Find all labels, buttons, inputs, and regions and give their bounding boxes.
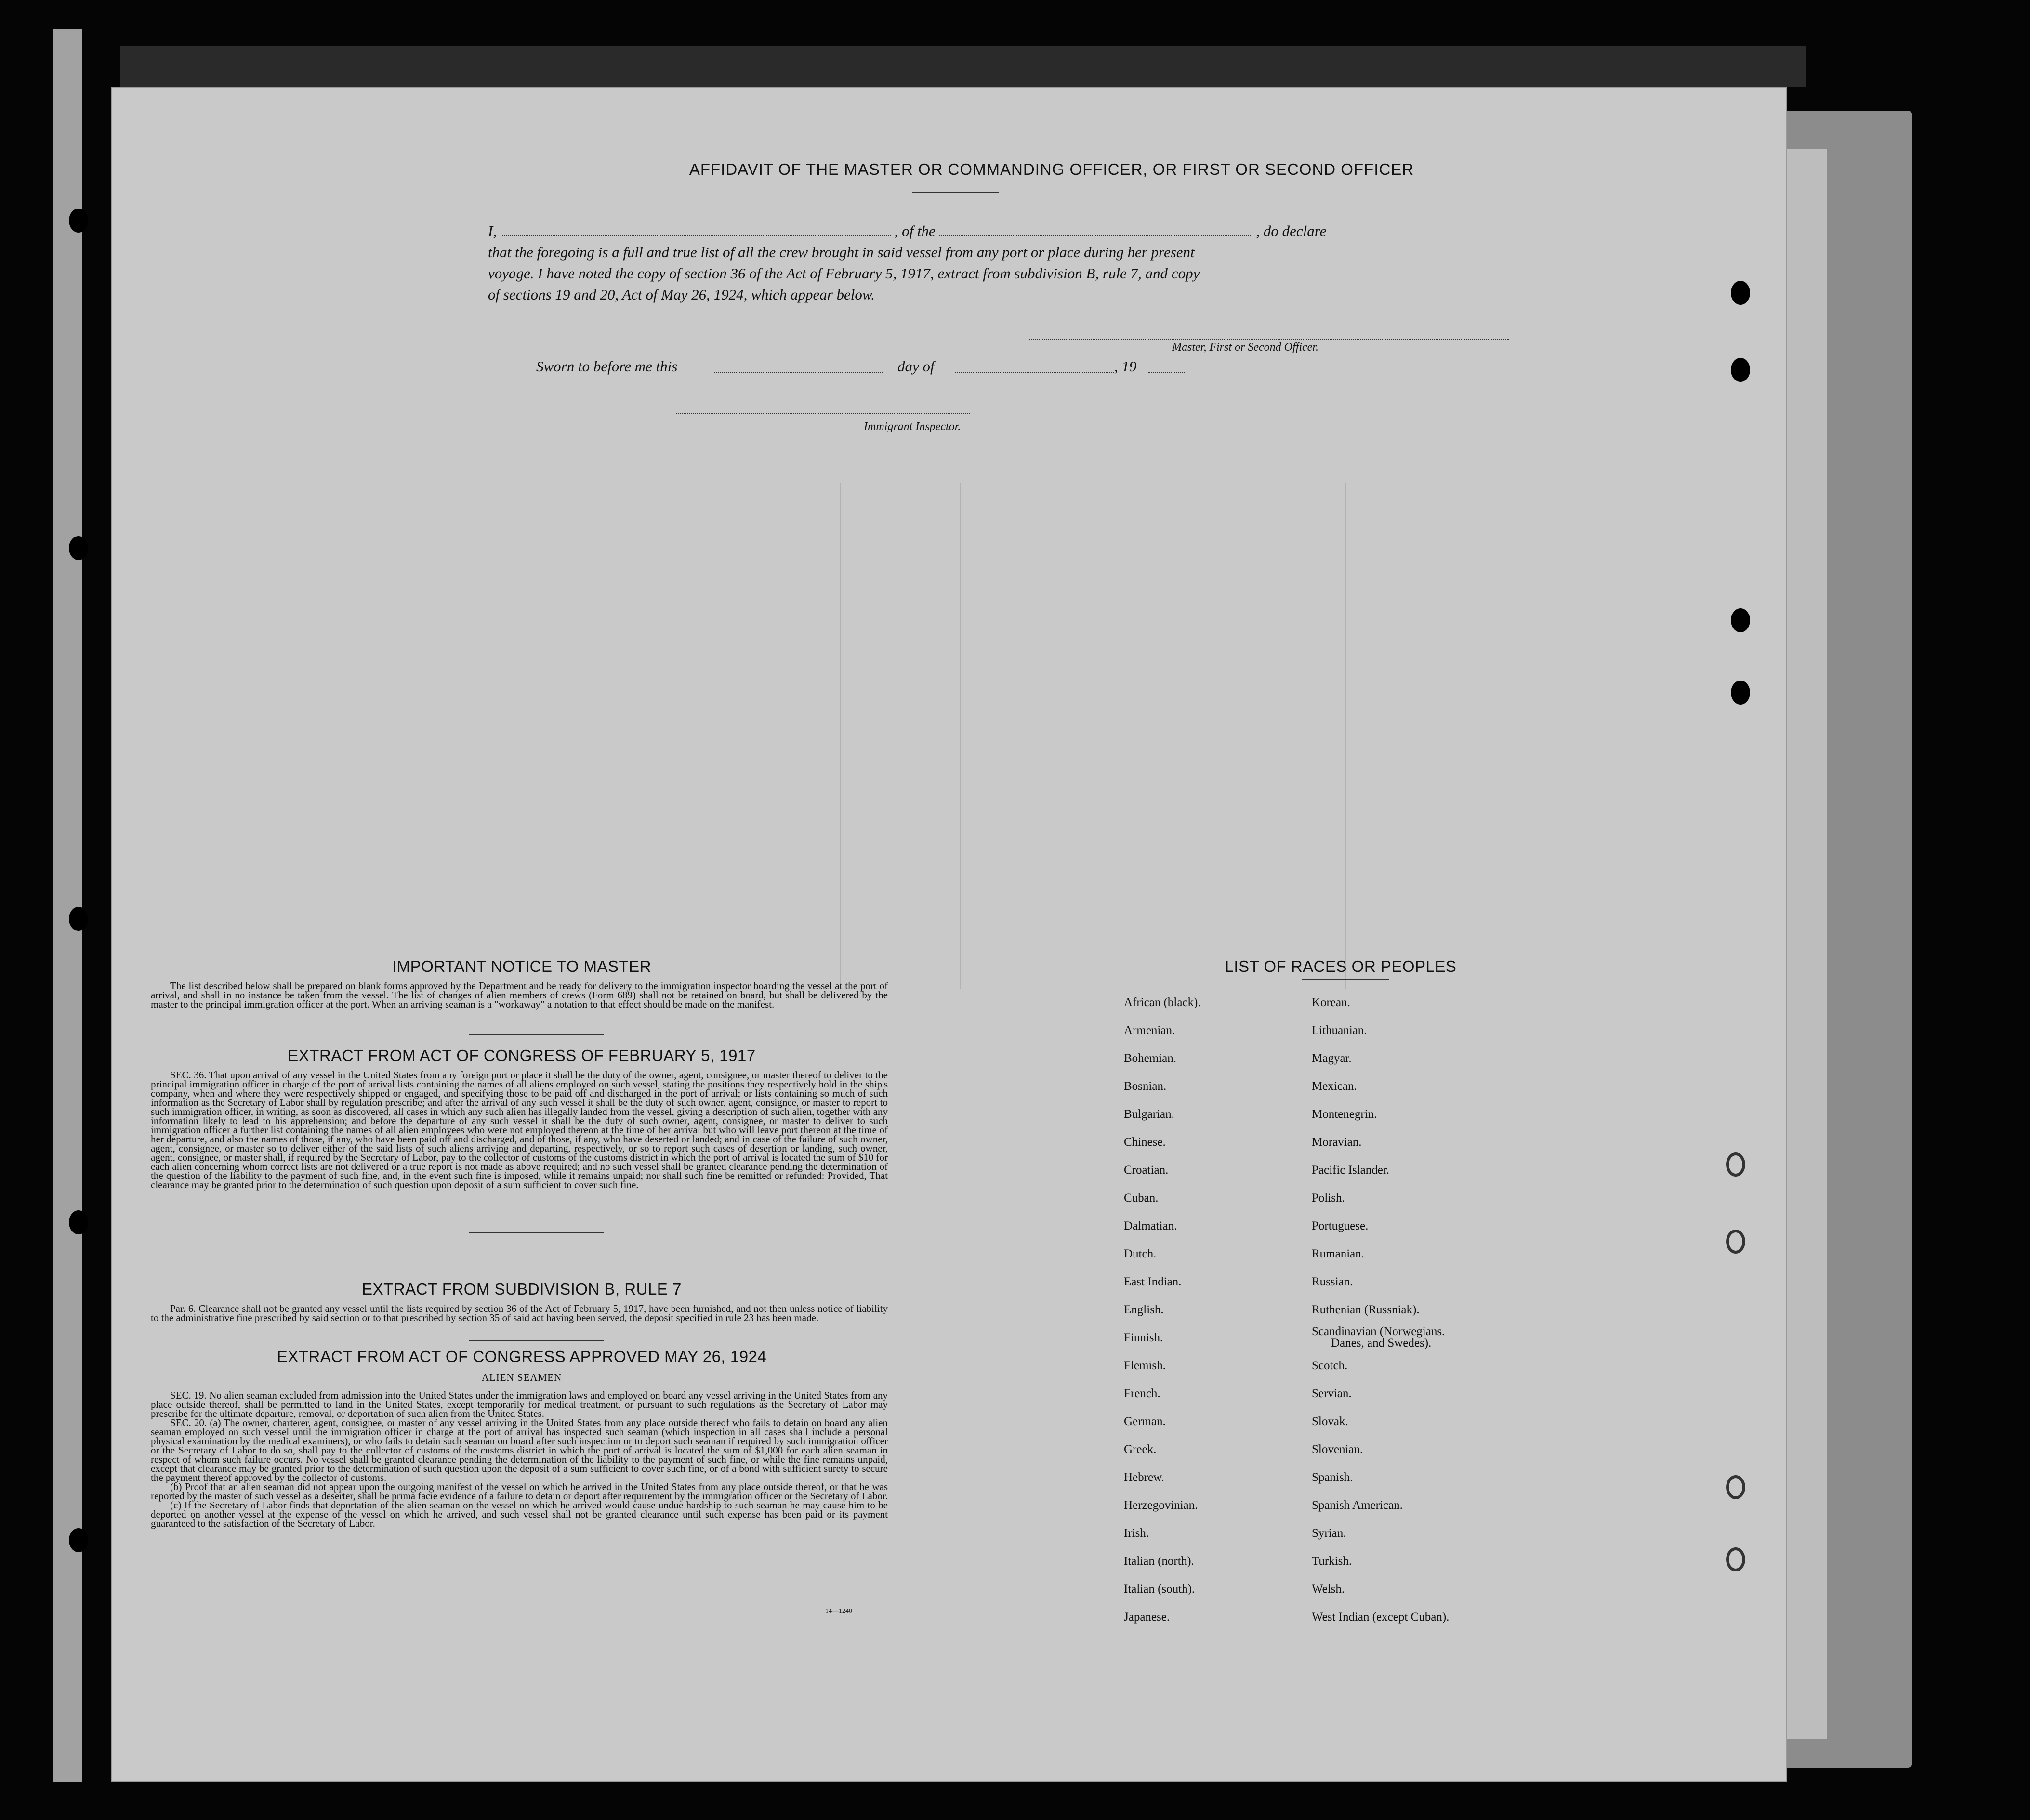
- sworn-label: Sworn to before me this: [536, 358, 678, 375]
- race-label: Cuban.: [1124, 1192, 1159, 1205]
- race-label: Dalmatian.: [1124, 1219, 1177, 1232]
- race-item: [1124, 1408, 1201, 1436]
- race-label: German.: [1124, 1415, 1166, 1428]
- race-item: [1124, 1603, 1201, 1631]
- race-item: [1312, 1547, 1449, 1575]
- alien-seamen-subtitle: ALIEN SEAMEN: [481, 1372, 562, 1383]
- sworn-year-field[interactable]: [1148, 372, 1186, 373]
- extract-1917-title: EXTRACT FROM ACT OF CONGRESS OF FEBRUARY 5, 1917: [288, 1047, 756, 1064]
- binder-hole: [69, 1210, 88, 1234]
- vessel-name-field[interactable]: [939, 224, 1252, 236]
- race-item: [1312, 1352, 1449, 1380]
- races-column-1: [1124, 989, 1201, 1631]
- race-label: Russian.: [1312, 1275, 1353, 1288]
- binder-hole: [1731, 681, 1750, 705]
- race-label: Dutch.: [1124, 1247, 1157, 1260]
- affidavit-i-label: I,: [488, 223, 497, 239]
- affidavit-of-the: , of the: [894, 223, 936, 239]
- race-item: [1312, 1017, 1449, 1045]
- race-item: [1124, 1519, 1201, 1547]
- race-item: [1312, 1212, 1449, 1240]
- affidavit-do-declare: , do declare: [1256, 223, 1327, 239]
- notice-text: [151, 982, 888, 1009]
- race-label: Croatian.: [1124, 1164, 1169, 1177]
- race-label: Scandinavian (Norwegians.: [1312, 1325, 1445, 1338]
- inspector-caption: Immigrant Inspector.: [864, 420, 961, 433]
- race-item: [1124, 1492, 1201, 1519]
- race-label: Syrian.: [1312, 1527, 1346, 1540]
- race-item: [1124, 1128, 1201, 1156]
- rule-7-title: EXTRACT FROM SUBDIVISION B, RULE 7: [362, 1280, 682, 1298]
- binder-hole: [69, 1528, 88, 1552]
- affidavit-line-4: of sections 19 and 20, Act of May 26, 1924, which appear below.: [488, 286, 875, 303]
- race-item: [1312, 1240, 1449, 1268]
- race-label: Welsh.: [1312, 1583, 1345, 1596]
- race-label: Japanese.: [1124, 1611, 1170, 1624]
- race-label: Italian (south).: [1124, 1583, 1195, 1596]
- race-item: [1312, 1296, 1449, 1324]
- race-item: [1312, 1436, 1449, 1464]
- affidavit-page: [111, 87, 1787, 1782]
- race-label: Bosnian.: [1124, 1080, 1167, 1093]
- race-label: Herzegovinian.: [1124, 1499, 1198, 1512]
- left-edge-sheet: [53, 29, 82, 1782]
- signature-line[interactable]: [1028, 339, 1509, 340]
- races-title: LIST OF RACES OR PEOPLES: [1225, 957, 1457, 975]
- section-36-paragraph: SEC. 36. That upon arrival of any vessel in the United States from any foreign port or place it shall be the duty of the owner, agent, consignee, or master thereof to deliver to the principal immigration officer in charge of the port of arrival lists containing the names of all aliens employed on such vessel, stating the positions they respectively hold in the ship's company, when and where they were respectively shipped or engaged, and specifying those to be paid off and discharged in the port of arrival; or lists containing so much of such information as the Secretary of Labor shall by regulation prescribe; and after the arrival of any such vessel it shall be the duty of such owner, agent, consignee, or master to report to such immigration officer, in writing, as soon as discovered, all cases in which any such alien has illegally landed from the vessel, giving a description of such alien, together with any information likely to lead to his apprehension; and before the departure of any such vessel it shall be the duty of such owner, agent, consignee, or master to deliver to such immigration officer a further list containing the names of all alien employees who were not employed thereon at the time of her arrival but who will leave port thereon at the time of her departure, and also the names of those, if any, who have been paid off and discharged, and of those, if any, who have deserted or landed; and in case of the failure of such owner, agent, consignee, or master so to deliver either of the said lists of such aliens arriving and departing, respectively, or so to report such cases of desertion or landing, such owner, agent, consignee, or master shall, if required by the Secretary of Labor, pay to the collector of customs of the customs district in which the port of arrival is located the sum of $10 for each alien concerning whom correct lists are not delivered or a true report is not made as above required; and no such vessel shall be granted clearance pending the determination of the question of the liability to the payment of such fine, and, in the event such fine is imposed, while it remains unpaid; nor shall such fine be remitted or refunded: Provided, That clearance may be granted prior to the determination of such question upon deposit of a sum sufficient to cover such fine.: [151, 1069, 888, 1191]
- notice-paragraph: The list described below shall be prepared on blank forms approved by the Department and be ready for delivery to the immigration inspector boarding the vessel at the port of arrival, and shall in no instance be taken from the vessel. The list of changes of alien members of crews (Form 689) shall not be retained on board, but shall be delivered by the master to the principal immigration officer at the port. When an arriving seaman is a "workaway" a notation to that effect should be made on the manifest.: [151, 980, 888, 1010]
- title-underline: [912, 192, 999, 193]
- sworn-month-field[interactable]: [955, 372, 1114, 373]
- extract-1917-text: [151, 1071, 888, 1190]
- race-label: Montenegrin.: [1312, 1108, 1377, 1121]
- section-20b-paragraph: (b) Proof that an alien seaman did not appear upon the outgoing manifest of the vessel on which he arrived in the United States from any place outside thereof, or that he was reported by the master of such vessel as a deserter, shall be prima facie evidence of a failure to detain or deport after requirement by the immigration officer or the Secretary of Labor.: [151, 1481, 888, 1502]
- race-item: [1124, 1212, 1201, 1240]
- race-label: Greek.: [1124, 1443, 1157, 1456]
- section-divider: [469, 1034, 604, 1035]
- race-item: [1312, 1073, 1449, 1100]
- year-label: , 19: [1114, 358, 1137, 375]
- race-label: Moravian.: [1312, 1136, 1362, 1149]
- race-label: Armenian.: [1124, 1024, 1175, 1037]
- binder-hole: [69, 536, 88, 560]
- race-label: East Indian.: [1124, 1275, 1182, 1288]
- race-item: [1124, 1436, 1201, 1464]
- race-label: Chinese.: [1124, 1136, 1166, 1149]
- race-item: [1312, 1492, 1449, 1519]
- signature-caption: Master, First or Second Officer.: [1172, 341, 1318, 354]
- race-item: [1124, 989, 1201, 1017]
- affidavit-line-3: voyage. I have noted the copy of section 36 of the Act of February 5, 1917, extract from subdivision B, rule 7, and copy: [488, 265, 1200, 282]
- notice-title: IMPORTANT NOTICE TO MASTER: [392, 957, 651, 975]
- section-19-paragraph: SEC. 19. No alien seaman excluded from admission into the United States under the immigration laws and employed on board any vessel arriving in the United States from any place outside thereof, shall be permitted to land in the United States, except temporarily for medical treatment, or pursuant to such regulations as the Secretary of Labor may prescribe for the ultimate departure, removal, or deportation of such alien from the United States.: [151, 1389, 888, 1419]
- race-label: Slovenian.: [1312, 1443, 1363, 1456]
- race-label: Slovak.: [1312, 1415, 1348, 1428]
- race-label: West Indian (except Cuban).: [1312, 1611, 1450, 1624]
- race-item: [1124, 1268, 1201, 1296]
- race-label: Ruthenian (Russniak).: [1312, 1303, 1420, 1316]
- affidavit-line-1: [488, 221, 1548, 242]
- race-label: Hebrew.: [1124, 1471, 1164, 1484]
- race-item: [1124, 1017, 1201, 1045]
- race-item: [1312, 1100, 1449, 1128]
- race-item: [1312, 1324, 1449, 1352]
- race-label: Bohemian.: [1124, 1052, 1177, 1065]
- race-item: [1312, 1184, 1449, 1212]
- affiant-name-field[interactable]: [501, 224, 891, 236]
- races-column-2: [1312, 989, 1449, 1631]
- race-item: [1312, 1380, 1449, 1408]
- race-item: [1124, 1156, 1201, 1184]
- race-label: Magyar.: [1312, 1052, 1352, 1065]
- race-item: [1124, 1324, 1201, 1352]
- races-title-underline: [1302, 979, 1389, 980]
- race-label: Lithuanian.: [1312, 1024, 1367, 1037]
- race-label: Finnish.: [1124, 1331, 1163, 1344]
- binder-hole: [69, 209, 88, 233]
- inspector-signature-line[interactable]: [676, 413, 970, 414]
- extract-1924-title: EXTRACT FROM ACT OF CONGRESS APPROVED MAY 26, 1924: [277, 1348, 767, 1365]
- race-item: [1312, 1156, 1449, 1184]
- rule-7-text: [151, 1304, 888, 1322]
- binder-hole: [69, 907, 88, 931]
- race-label: Rumanian.: [1312, 1247, 1365, 1260]
- race-item: [1124, 1547, 1201, 1575]
- affidavit-line-2: that the foregoing is a full and true list of all the crew brought in said vessel from any port or place during her present: [488, 244, 1195, 261]
- day-of-label: day of: [897, 358, 935, 375]
- race-item: [1124, 1352, 1201, 1380]
- rule-7-paragraph: Par. 6. Clearance shall not be granted any vessel until the lists required by section 36 of the Act of February 5, 1917, have been furnished, and not then unless notice of liability to the administrative fine prescribed by said section or to that prescribed by section 35 of said act having been served, the deposit specified in rule 23 has been made.: [151, 1303, 888, 1323]
- race-item: [1124, 1240, 1201, 1268]
- binder-ring: [1726, 1152, 1745, 1177]
- binder-ring: [1726, 1547, 1745, 1571]
- race-label: African (black).: [1124, 996, 1201, 1009]
- race-item: [1312, 1603, 1449, 1631]
- race-item: [1124, 1073, 1201, 1100]
- section-20c-paragraph: (c) If the Secretary of Labor finds that deportation of the alien seaman on the vessel on which he arrived would cause undue hardship to such seaman he may cause him to be deported on another vessel at the expense of the vessel on which he arrived, and such vessel shall not be granted clearance until such expense has been paid or its payment guaranteed to the satisfaction of the Secretary of Labor.: [151, 1499, 888, 1529]
- race-label: Irish.: [1124, 1527, 1149, 1540]
- page-title: AFFIDAVIT OF THE MASTER OR COMMANDING OFFICER, OR FIRST OR SECOND OFFICER: [689, 160, 1414, 178]
- race-label: Korean.: [1312, 996, 1350, 1009]
- binder-hole: [1731, 281, 1750, 305]
- race-label: Turkish.: [1312, 1555, 1352, 1568]
- race-label: Mexican.: [1312, 1080, 1357, 1093]
- race-item: [1312, 1045, 1449, 1073]
- binder-hole: [1731, 358, 1750, 382]
- race-label-continuation: Danes, and Swedes).: [1331, 1336, 1432, 1349]
- race-item: [1312, 1575, 1449, 1603]
- race-item: [1124, 1380, 1201, 1408]
- binder-hole: [1731, 608, 1750, 632]
- race-label: Scotch.: [1312, 1359, 1348, 1372]
- race-item: [1124, 1575, 1201, 1603]
- race-label: Portuguese.: [1312, 1219, 1369, 1232]
- race-item: [1312, 1519, 1449, 1547]
- race-label: Spanish.: [1312, 1471, 1353, 1484]
- race-label: English.: [1124, 1303, 1164, 1316]
- race-item: [1312, 1464, 1449, 1492]
- race-item: [1124, 1296, 1201, 1324]
- binder-ring: [1726, 1230, 1745, 1254]
- sworn-day-field[interactable]: [714, 372, 883, 373]
- race-label: Flemish.: [1124, 1359, 1166, 1372]
- bleed-through-rule: [840, 483, 841, 989]
- bleed-through-rule: [960, 483, 961, 989]
- race-label: Spanish American.: [1312, 1499, 1403, 1512]
- affidavit-statement: [488, 221, 1548, 305]
- race-item: [1124, 1045, 1201, 1073]
- section-divider: [469, 1340, 604, 1341]
- race-item: [1312, 1268, 1449, 1296]
- race-label: Bulgarian.: [1124, 1108, 1174, 1121]
- race-item: [1124, 1184, 1201, 1212]
- extract-1924-text: [151, 1391, 888, 1528]
- binder-ring: [1726, 1475, 1745, 1499]
- race-label: French.: [1124, 1387, 1160, 1400]
- section-20a-paragraph: SEC. 20. (a) The owner, charterer, agent, consignee, or master of any vessel arriving in the United States from any place outside thereof who fails to detain on board any alien seaman employed on such vessel until the immigration officer in charge at the port of arrival has inspected such seaman (which inspection in all cases shall include a personal physical examination by the medical examiners), or who fails to detain such seaman on board after such inspection or to deport such seaman if required by such immigration officer or the Secretary of Labor to do so, shall pay to the collector of customs of the customs district in which the port of arrival is located the sum of $1,000 for each alien seaman in respect of whom such failure occurs. No vessel shall be granted clearance pending the determination of the liability to the payment of such fine, or while the fine remains unpaid, except that clearance may be granted prior to the determination of such question upon the deposit of a sum sufficient to cover such fine, or of a bond with sufficient surety to secure the payment thereof approved by the collector of customs.: [151, 1417, 888, 1483]
- race-label: Polish.: [1312, 1192, 1345, 1205]
- bleed-through-rule: [1345, 483, 1346, 989]
- race-label: Italian (north).: [1124, 1555, 1194, 1568]
- race-item: [1312, 989, 1449, 1017]
- section-divider: [469, 1232, 604, 1233]
- race-item: [1124, 1464, 1201, 1492]
- race-item: [1312, 1408, 1449, 1436]
- race-label: Pacific Islander.: [1312, 1164, 1390, 1177]
- form-number: 14—1240: [825, 1608, 852, 1615]
- top-shadow-strip: [120, 46, 1806, 87]
- race-item: [1124, 1100, 1201, 1128]
- race-item: [1312, 1128, 1449, 1156]
- race-label: Servian.: [1312, 1387, 1352, 1400]
